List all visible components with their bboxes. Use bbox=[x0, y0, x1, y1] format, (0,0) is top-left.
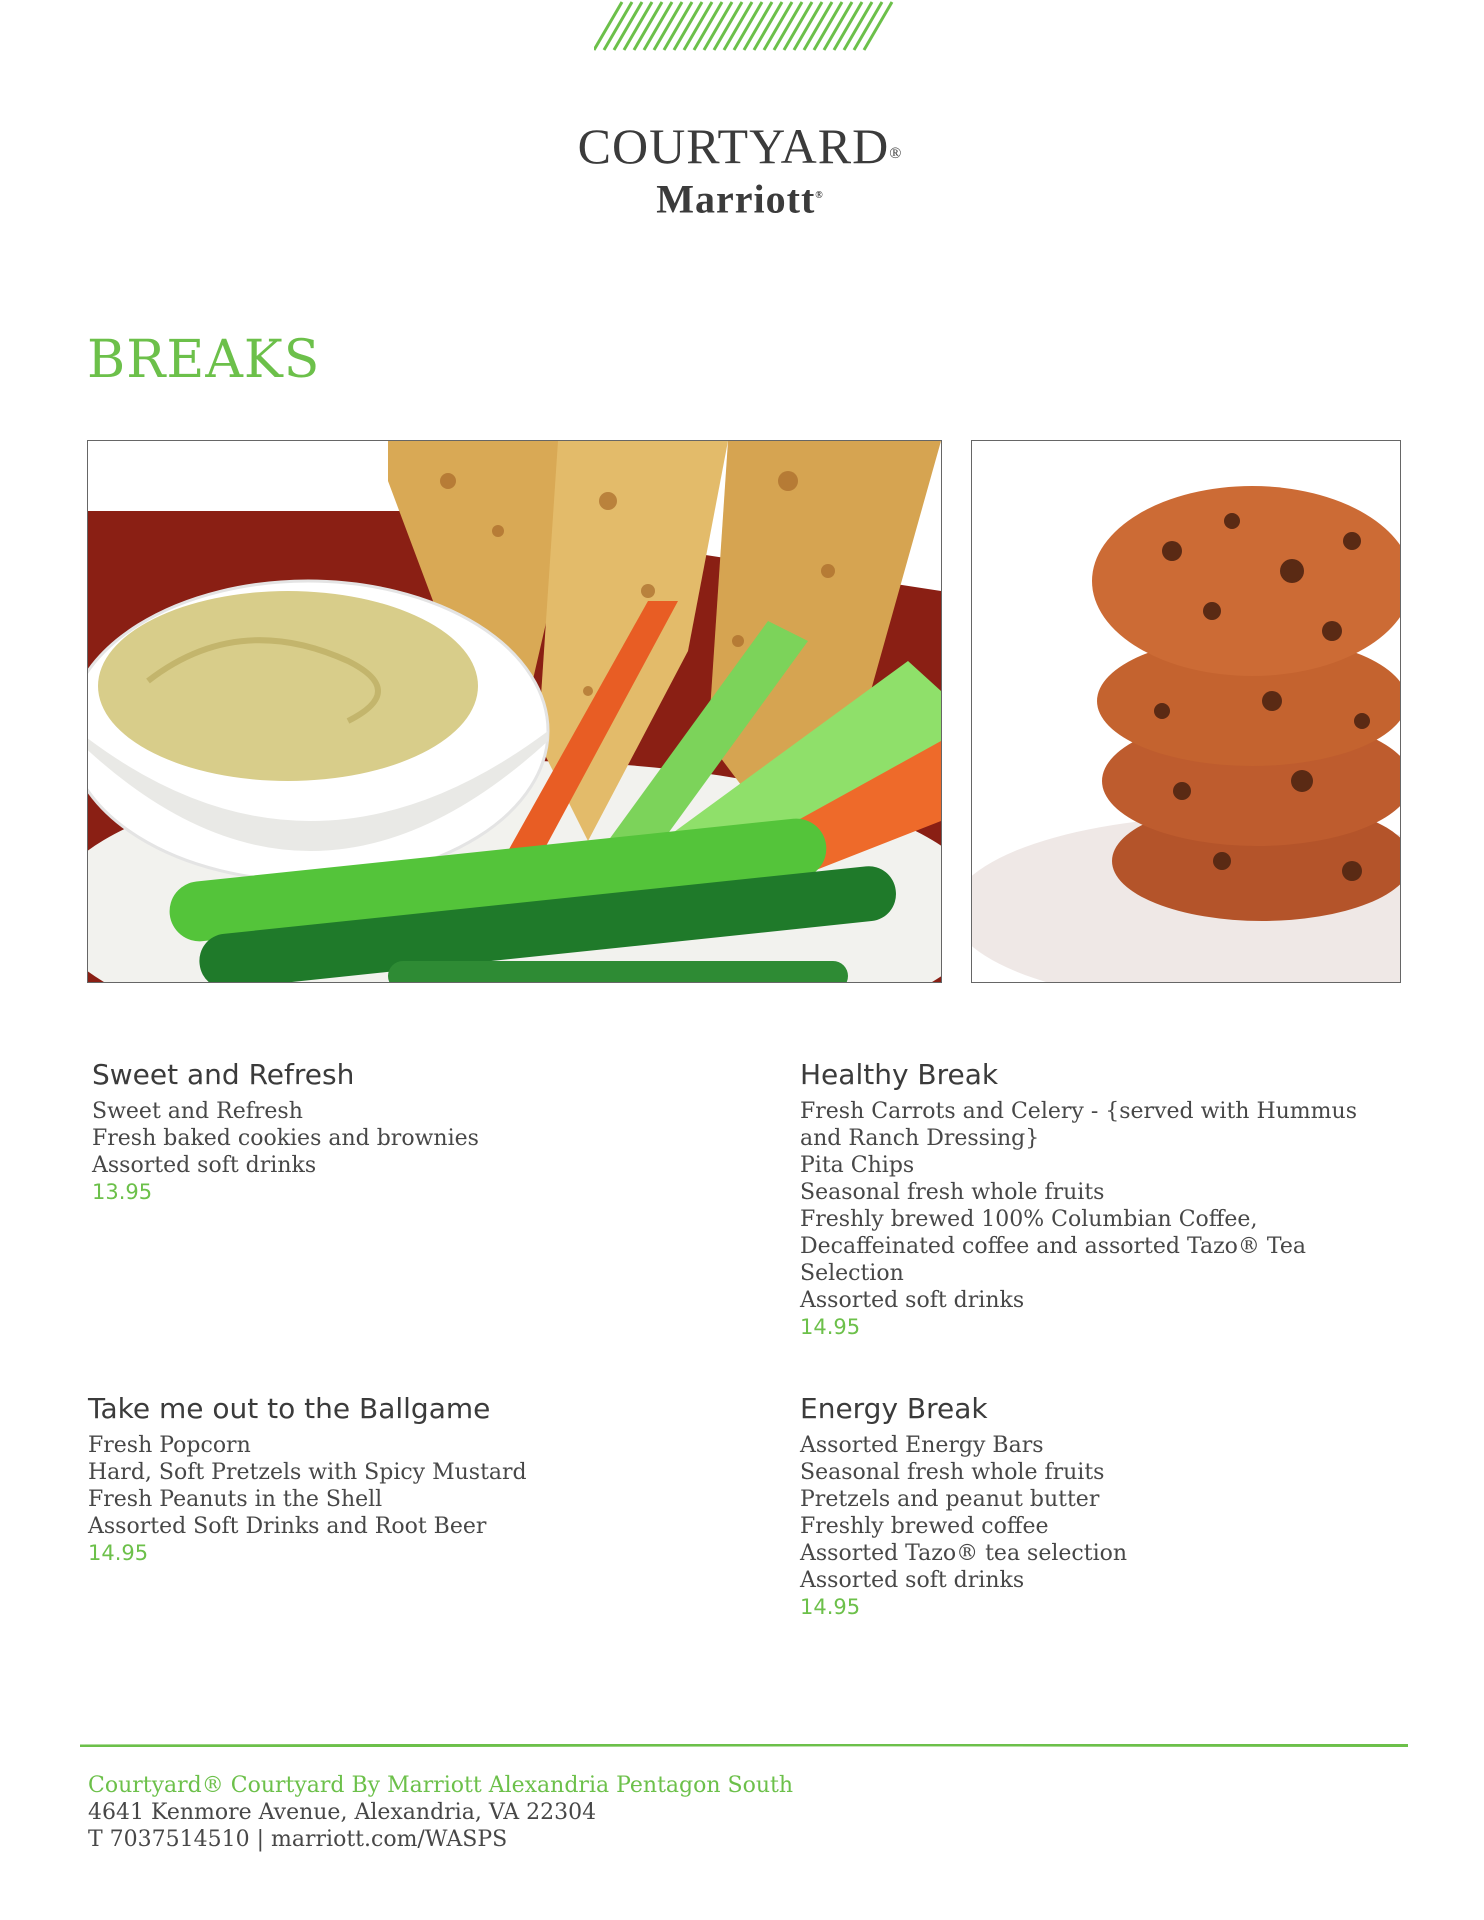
section-heading: Sweet and Refresh bbox=[92, 1058, 355, 1091]
menu-section-healthy-break bbox=[800, 1058, 1400, 1341]
menu-item: Sweet and Refresh bbox=[92, 1099, 303, 1124]
logo-sub: Marriott bbox=[656, 176, 816, 222]
menu-item: Assorted Tazo® tea selection bbox=[800, 1541, 1128, 1566]
section-heading: Energy Break bbox=[800, 1392, 988, 1425]
menu-item: Assorted soft drinks bbox=[800, 1288, 1025, 1313]
menu-item: Freshly brewed coffee bbox=[800, 1514, 1049, 1539]
menu-section-ballgame bbox=[88, 1392, 728, 1567]
menu-item: Hard, Soft Pretzels with Spicy Mustard bbox=[88, 1460, 527, 1485]
menu-item: Freshly brewed 100% Columbian Coffee, bbox=[800, 1207, 1258, 1232]
hummus-veggies-photo bbox=[87, 440, 942, 983]
menu-item: Pretzels and peanut butter bbox=[800, 1487, 1100, 1512]
menu-item: Assorted soft drinks bbox=[800, 1568, 1025, 1593]
section-heading: Healthy Break bbox=[800, 1058, 999, 1091]
menu-item: Fresh Peanuts in the Shell bbox=[88, 1487, 383, 1512]
menu-section-sweet-and-refresh bbox=[92, 1058, 692, 1206]
page-title: BREAKS bbox=[87, 330, 321, 390]
footer-contact: T 7037514510 | marriott.com/WASPS bbox=[88, 1827, 508, 1852]
section-price: 14.95 bbox=[800, 1315, 861, 1339]
menu-item: Assorted Soft Drinks and Root Beer bbox=[88, 1514, 487, 1539]
section-heading: Take me out to the Ballgame bbox=[88, 1392, 491, 1425]
menu-item: Assorted soft drinks bbox=[92, 1153, 317, 1178]
footer-divider bbox=[80, 1744, 1408, 1747]
section-price: 14.95 bbox=[800, 1595, 861, 1619]
menu-item: Fresh Popcorn bbox=[88, 1433, 251, 1458]
footer-hotel-name: Courtyard® Courtyard By Marriott Alexandria Pentagon South bbox=[88, 1773, 794, 1798]
section-price: 14.95 bbox=[88, 1541, 149, 1565]
footer-address: 4641 Kenmore Avenue, Alexandria, VA 22304 bbox=[88, 1800, 597, 1825]
courtyard-marriott-logo bbox=[540, 118, 940, 221]
cookies-photo bbox=[971, 440, 1401, 983]
menu-item: Fresh Carrots and Celery - {served with Hummus bbox=[800, 1099, 1357, 1124]
menu-item: Assorted Energy Bars bbox=[800, 1433, 1044, 1458]
footer bbox=[88, 1772, 793, 1853]
menu-item: Seasonal fresh whole fruits bbox=[800, 1460, 1105, 1485]
logo-sub-reg-mark: ® bbox=[815, 190, 824, 201]
menu-item: Pita Chips bbox=[800, 1153, 915, 1178]
logo-reg-mark: ® bbox=[889, 145, 903, 162]
menu-item: Fresh baked cookies and brownies bbox=[92, 1126, 479, 1151]
menu-item: Decaffeinated coffee and assorted Tazo® Tea bbox=[800, 1234, 1306, 1259]
section-price: 13.95 bbox=[92, 1180, 153, 1204]
logo-brand: COURTYARD bbox=[577, 118, 890, 174]
menu-item: Seasonal fresh whole fruits bbox=[800, 1180, 1105, 1205]
menu-section-energy-break bbox=[800, 1392, 1400, 1621]
menu-item: Selection bbox=[800, 1261, 904, 1286]
decorative-stripes bbox=[594, 0, 894, 52]
menu-item: and Ranch Dressing} bbox=[800, 1126, 1040, 1151]
